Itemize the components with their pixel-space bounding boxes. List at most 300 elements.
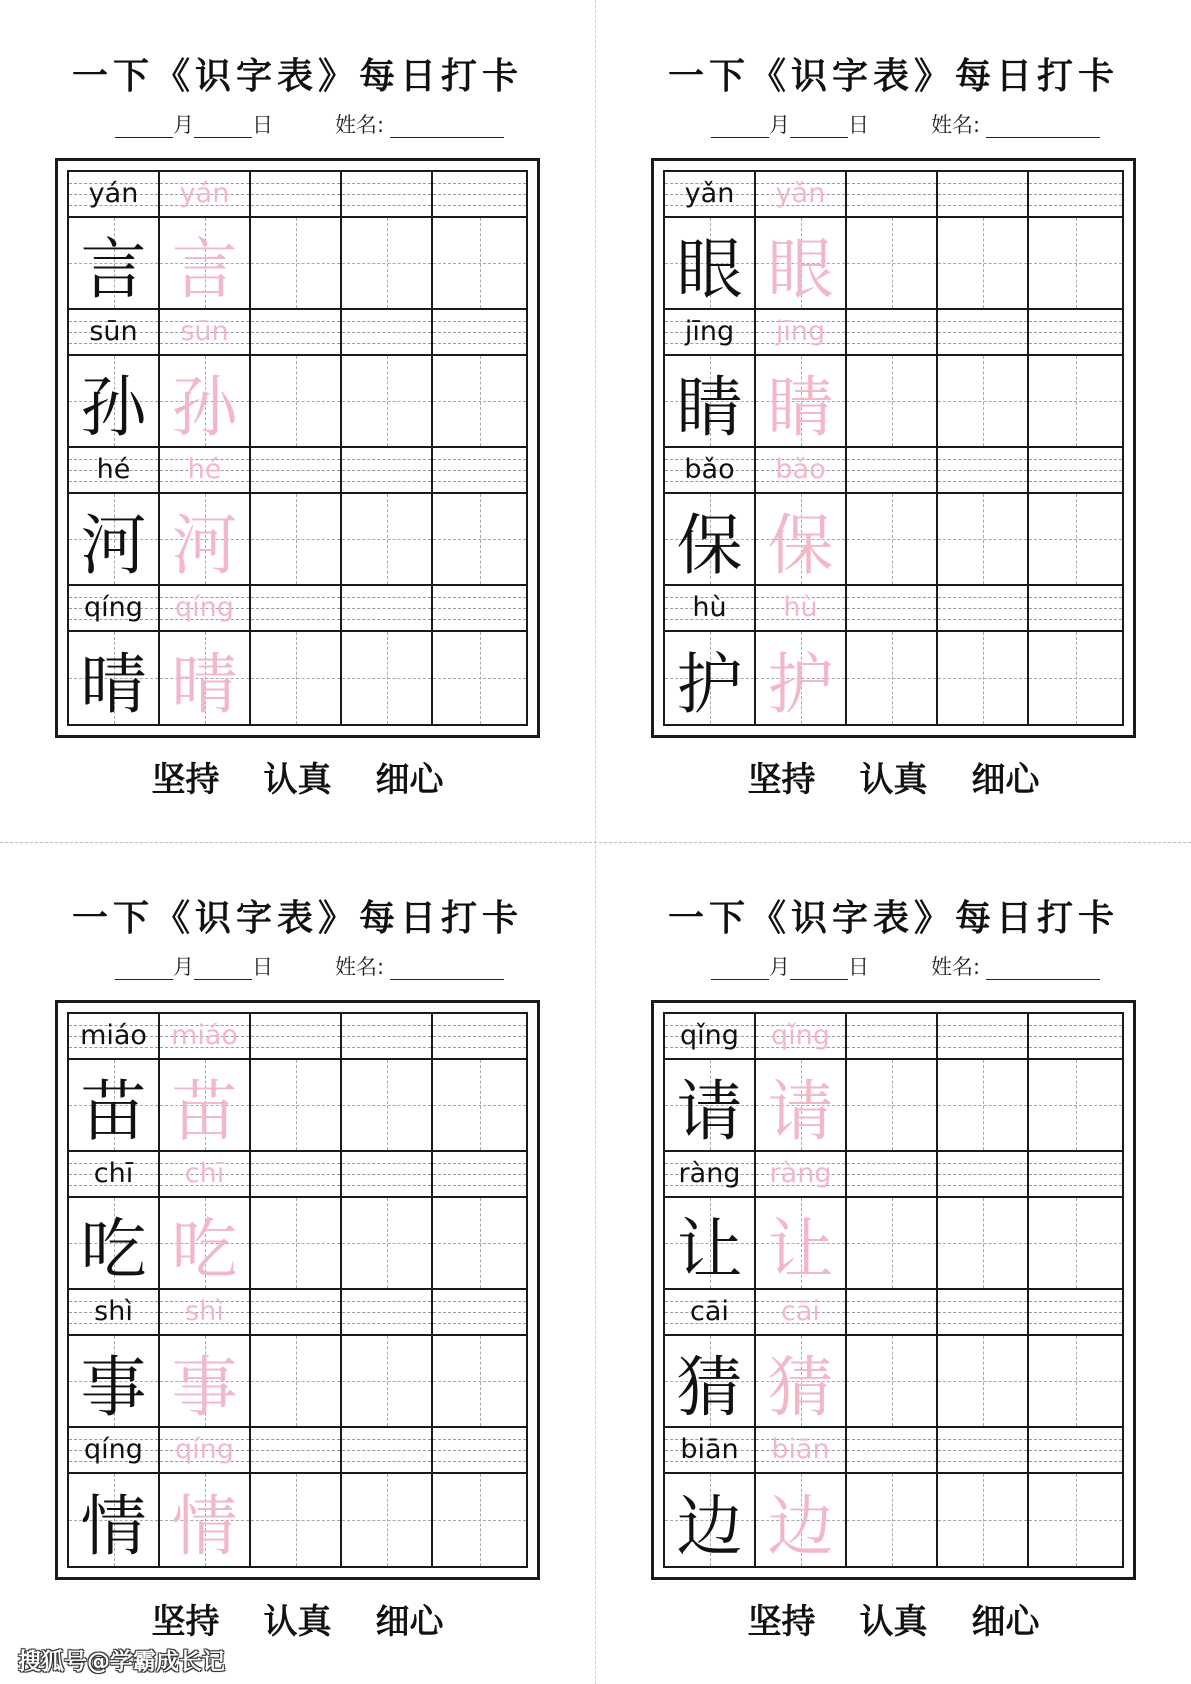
guide-line — [251, 1174, 340, 1175]
guide-line — [938, 1174, 1027, 1175]
practice-card — [596, 0, 1191, 842]
guide-line — [1029, 321, 1122, 322]
guide-line — [387, 1474, 388, 1566]
pinyin-practice-cell[interactable] — [938, 1428, 1029, 1472]
grid-frame — [55, 158, 540, 738]
pinyin-row — [665, 448, 1122, 494]
hanzi-practice-cell[interactable] — [251, 218, 342, 308]
hanzi-practice-cell[interactable] — [433, 356, 526, 446]
hanzi-practice-cell[interactable] — [938, 1336, 1029, 1426]
pinyin-row — [665, 1014, 1122, 1060]
pinyin-practice-cell[interactable] — [342, 586, 433, 630]
hanzi-row — [665, 1060, 1122, 1152]
guide-line — [938, 1036, 1027, 1037]
motto-word: 坚持 — [747, 1602, 816, 1642]
pinyin-trace-text: biān — [771, 1434, 830, 1465]
hanzi-practice-cell[interactable] — [1029, 1198, 1122, 1288]
hanzi-practice-cell[interactable] — [847, 494, 938, 584]
hanzi-practice-cell[interactable] — [1029, 494, 1122, 584]
pinyin-row — [665, 172, 1122, 218]
hanzi-practice-cell[interactable] — [1029, 632, 1122, 724]
pinyin-practice-cell[interactable] — [938, 586, 1029, 630]
guide-line — [433, 608, 526, 609]
hanzi-trace-cell — [160, 1336, 251, 1426]
guide-line — [1076, 494, 1077, 584]
pinyin-practice-cell[interactable] — [938, 172, 1029, 216]
pinyin-practice-cell[interactable] — [847, 1290, 938, 1334]
pinyin-text: miáo — [80, 1020, 147, 1051]
guide-line — [847, 1323, 936, 1324]
guide-line — [1029, 1301, 1122, 1302]
pinyin-practice-cell[interactable] — [433, 586, 526, 630]
guide-line — [387, 1198, 388, 1288]
guide-line — [433, 1047, 526, 1048]
guide-line — [1029, 343, 1122, 344]
month-blank[interactable] — [115, 112, 173, 138]
hanzi-practice-cell[interactable] — [433, 1198, 526, 1288]
guide-line — [1029, 1450, 1122, 1451]
guide-line — [847, 1185, 936, 1186]
pinyin-model-cell — [69, 1428, 160, 1472]
pinyin-trace-text: miáo — [171, 1020, 238, 1051]
pinyin-practice-cell[interactable] — [342, 172, 433, 216]
guide-line — [847, 608, 936, 609]
grid-frame — [651, 158, 1136, 738]
pinyin-trace-text: qíng — [175, 592, 234, 623]
motto-line — [596, 1594, 1191, 1643]
hanzi-model-cell — [69, 1336, 160, 1426]
hanzi-character: 睛 — [676, 368, 743, 446]
month-blank[interactable] — [711, 112, 769, 138]
hanzi-practice-cell[interactable] — [847, 1198, 938, 1288]
pinyin-row — [665, 1428, 1122, 1474]
hanzi-practice-cell[interactable] — [433, 632, 526, 724]
hanzi-character: 苗 — [80, 1072, 147, 1150]
hanzi-character: 吃 — [80, 1210, 147, 1288]
pinyin-practice-cell[interactable] — [342, 448, 433, 492]
pinyin-trace-text: qǐng — [771, 1020, 830, 1051]
pinyin-practice-cell[interactable] — [251, 448, 342, 492]
guide-line — [1029, 1025, 1122, 1026]
pinyin-practice-cell[interactable] — [1029, 1152, 1122, 1196]
guide-line — [296, 218, 297, 308]
month-label: 月 — [769, 955, 790, 979]
motto-word: 细心 — [971, 1602, 1040, 1642]
pinyin-trace-text: yán — [179, 178, 230, 209]
hanzi-character: 眼 — [676, 230, 743, 308]
guide-line — [1029, 619, 1122, 620]
pinyin-practice-cell[interactable] — [251, 1290, 342, 1334]
month-blank[interactable] — [115, 954, 173, 980]
pinyin-row — [69, 172, 526, 218]
guide-line — [251, 1461, 340, 1462]
name-blank[interactable] — [986, 112, 1100, 138]
hanzi-practice-cell[interactable] — [342, 218, 433, 308]
hanzi-model-cell — [665, 632, 756, 724]
pinyin-practice-cell[interactable] — [847, 448, 938, 492]
guide-line — [342, 619, 431, 620]
pinyin-practice-cell[interactable] — [938, 1290, 1029, 1334]
motto-word: 坚持 — [151, 760, 220, 800]
hanzi-row — [665, 632, 1122, 724]
pinyin-text: yǎn — [684, 178, 735, 209]
pinyin-text: qíng — [84, 1434, 143, 1465]
pinyin-trace-cell — [160, 1290, 251, 1334]
hanzi-practice-cell[interactable] — [1029, 1474, 1122, 1566]
guide-line — [342, 1036, 431, 1037]
guide-line — [387, 1336, 388, 1426]
pinyin-practice-cell[interactable] — [251, 310, 342, 354]
pinyin-practice-cell[interactable] — [251, 1152, 342, 1196]
guide-line — [1076, 632, 1077, 724]
guide-line — [342, 321, 431, 322]
hanzi-trace-cell — [160, 1198, 251, 1288]
hanzi-model-cell — [69, 1474, 160, 1566]
pinyin-practice-cell[interactable] — [342, 310, 433, 354]
guide-line — [251, 1301, 340, 1302]
hanzi-practice-cell[interactable] — [938, 632, 1029, 724]
hanzi-practice-cell[interactable] — [938, 218, 1029, 308]
hanzi-trace-cell — [756, 632, 847, 724]
guide-line — [342, 1163, 431, 1164]
guide-line — [433, 470, 526, 471]
pinyin-trace-text: ràng — [769, 1158, 832, 1189]
pinyin-practice-cell[interactable] — [1029, 1428, 1122, 1472]
pinyin-row — [69, 1014, 526, 1060]
guide-line — [251, 1036, 340, 1037]
guide-line — [342, 1312, 431, 1313]
guide-line — [387, 632, 388, 724]
hanzi-model-cell — [69, 1198, 160, 1288]
hanzi-row — [69, 1198, 526, 1290]
hanzi-practice-cell[interactable] — [251, 1336, 342, 1426]
pinyin-trace-cell — [756, 1014, 847, 1058]
pinyin-model-cell — [665, 1152, 756, 1196]
hanzi-trace-cell — [756, 356, 847, 446]
day-label: 日 — [848, 113, 869, 137]
guide-line — [983, 494, 984, 584]
pinyin-practice-cell[interactable] — [938, 448, 1029, 492]
hanzi-trace-cell — [756, 494, 847, 584]
guide-line — [342, 608, 431, 609]
hanzi-trace-cell — [160, 356, 251, 446]
hanzi-trace-character: 睛 — [767, 368, 834, 446]
guide-line — [983, 356, 984, 446]
pinyin-practice-cell[interactable] — [847, 172, 938, 216]
pinyin-practice-cell[interactable] — [938, 1014, 1029, 1058]
hanzi-row — [665, 1336, 1122, 1428]
guide-line — [251, 205, 340, 206]
pinyin-model-cell — [69, 172, 160, 216]
pinyin-practice-cell[interactable] — [251, 1428, 342, 1472]
hanzi-row — [69, 494, 526, 586]
pinyin-model-cell — [69, 1014, 160, 1058]
hanzi-model-cell — [69, 356, 160, 446]
practice-card — [596, 842, 1191, 1684]
guide-line — [387, 1060, 388, 1150]
guide-line — [296, 1474, 297, 1566]
pinyin-practice-cell[interactable] — [1029, 310, 1122, 354]
month-blank[interactable] — [711, 954, 769, 980]
guide-line — [433, 1301, 526, 1302]
pinyin-practice-cell[interactable] — [433, 1428, 526, 1472]
pinyin-practice-cell[interactable] — [342, 1428, 433, 1472]
hanzi-trace-character: 护 — [767, 645, 834, 723]
guide-line — [847, 459, 936, 460]
pinyin-practice-cell[interactable] — [847, 310, 938, 354]
pinyin-practice-cell[interactable] — [251, 172, 342, 216]
pinyin-practice-cell[interactable] — [342, 1014, 433, 1058]
hanzi-practice-cell[interactable] — [433, 1336, 526, 1426]
hanzi-row — [69, 1474, 526, 1566]
hanzi-practice-cell[interactable] — [251, 1060, 342, 1150]
hanzi-practice-cell[interactable] — [342, 1336, 433, 1426]
guide-line — [342, 343, 431, 344]
pinyin-model-cell — [665, 172, 756, 216]
day-label: 日 — [848, 955, 869, 979]
hanzi-model-cell — [665, 1474, 756, 1566]
hanzi-practice-cell[interactable] — [342, 1474, 433, 1566]
hanzi-practice-cell[interactable] — [1029, 1060, 1122, 1150]
hanzi-practice-cell[interactable] — [1029, 218, 1122, 308]
guide-line — [1029, 183, 1122, 184]
day-blank[interactable] — [194, 954, 252, 980]
month-label: 月 — [173, 113, 194, 137]
hanzi-trace-character: 情 — [171, 1487, 238, 1565]
hanzi-practice-cell[interactable] — [342, 356, 433, 446]
guide-line — [433, 1439, 526, 1440]
hanzi-practice-cell[interactable] — [342, 632, 433, 724]
hanzi-practice-cell[interactable] — [1029, 356, 1122, 446]
hanzi-practice-cell[interactable] — [938, 494, 1029, 584]
pinyin-trace-text: hù — [783, 592, 818, 623]
hanzi-practice-cell[interactable] — [938, 356, 1029, 446]
hanzi-practice-cell[interactable] — [847, 1474, 938, 1566]
hanzi-character: 请 — [676, 1072, 743, 1150]
hanzi-trace-character: 猜 — [767, 1348, 834, 1426]
guide-line — [1029, 608, 1122, 609]
guide-line — [342, 332, 431, 333]
hanzi-practice-cell[interactable] — [342, 1060, 433, 1150]
guide-line — [433, 205, 526, 206]
guide-line — [847, 321, 936, 322]
guide-line — [1029, 1036, 1122, 1037]
pinyin-trace-cell — [756, 586, 847, 630]
guide-line — [480, 1336, 481, 1426]
guide-line — [938, 321, 1027, 322]
pinyin-practice-cell[interactable] — [847, 586, 938, 630]
pinyin-text: biān — [680, 1434, 739, 1465]
guide-line — [938, 1450, 1027, 1451]
hanzi-practice-cell[interactable] — [938, 1474, 1029, 1566]
guide-line — [251, 194, 340, 195]
pinyin-text: qǐng — [680, 1020, 739, 1051]
guide-line — [847, 183, 936, 184]
name-blank[interactable] — [986, 954, 1100, 980]
guide-line — [983, 1060, 984, 1150]
day-blank[interactable] — [790, 954, 848, 980]
pinyin-practice-cell[interactable] — [342, 1290, 433, 1334]
pinyin-trace-cell — [160, 1014, 251, 1058]
guide-line — [251, 321, 340, 322]
pinyin-model-cell — [665, 448, 756, 492]
guide-line — [938, 194, 1027, 195]
pinyin-practice-cell[interactable] — [938, 310, 1029, 354]
hanzi-row — [69, 632, 526, 724]
pinyin-trace-cell — [756, 310, 847, 354]
guide-line — [342, 597, 431, 598]
pinyin-practice-cell[interactable] — [1029, 1290, 1122, 1334]
guide-line — [847, 205, 936, 206]
pinyin-practice-cell[interactable] — [1029, 448, 1122, 492]
hanzi-model-cell — [665, 494, 756, 584]
guide-line — [433, 459, 526, 460]
guide-line — [1076, 1474, 1077, 1566]
guide-line — [342, 470, 431, 471]
guide-line — [847, 332, 936, 333]
hanzi-trace-cell — [160, 632, 251, 724]
guide-line — [387, 494, 388, 584]
name-label: 姓名: — [335, 955, 385, 979]
hanzi-practice-cell[interactable] — [938, 1198, 1029, 1288]
pinyin-practice-cell[interactable] — [433, 1152, 526, 1196]
pinyin-trace-cell — [756, 1428, 847, 1472]
pinyin-text: cāi — [690, 1296, 729, 1327]
hanzi-practice-cell[interactable] — [433, 1060, 526, 1150]
hanzi-trace-character: 言 — [171, 230, 238, 308]
hanzi-practice-cell[interactable] — [433, 494, 526, 584]
date-name-line — [115, 108, 504, 138]
hanzi-practice-cell[interactable] — [847, 218, 938, 308]
hanzi-trace-character: 吃 — [171, 1210, 238, 1288]
name-label: 姓名: — [931, 113, 981, 137]
hanzi-practice-cell[interactable] — [433, 1474, 526, 1566]
hanzi-practice-cell[interactable] — [342, 1198, 433, 1288]
pinyin-practice-cell[interactable] — [433, 310, 526, 354]
date-name-line — [115, 950, 504, 980]
guide-line — [1076, 218, 1077, 308]
pinyin-practice-cell[interactable] — [1029, 172, 1122, 216]
pinyin-practice-cell[interactable] — [847, 1152, 938, 1196]
guide-line — [847, 1461, 936, 1462]
practice-card — [0, 842, 595, 1684]
month-label: 月 — [769, 113, 790, 137]
pinyin-model-cell — [665, 586, 756, 630]
hanzi-practice-cell[interactable] — [847, 356, 938, 446]
pinyin-model-cell — [665, 1428, 756, 1472]
guide-line — [847, 1439, 936, 1440]
motto-word: 认真 — [263, 760, 332, 800]
guide-line — [1076, 1060, 1077, 1150]
pinyin-practice-cell[interactable] — [433, 448, 526, 492]
hanzi-practice-cell[interactable] — [1029, 1336, 1122, 1426]
hanzi-practice-cell[interactable] — [433, 218, 526, 308]
hanzi-practice-cell[interactable] — [251, 356, 342, 446]
guide-line — [847, 1174, 936, 1175]
guide-line — [433, 1036, 526, 1037]
hanzi-practice-cell[interactable] — [251, 494, 342, 584]
pinyin-row — [665, 310, 1122, 356]
hanzi-row — [69, 1060, 526, 1152]
guide-line — [296, 1198, 297, 1288]
guide-line — [296, 1336, 297, 1426]
guide-line — [892, 1198, 893, 1288]
hanzi-practice-cell[interactable] — [251, 1474, 342, 1566]
hanzi-trace-character: 让 — [767, 1210, 834, 1288]
guide-line — [251, 481, 340, 482]
pinyin-trace-text: jīng — [775, 316, 826, 347]
card-title: 一下《识字表》每日打卡 — [71, 55, 523, 97]
hanzi-practice-cell[interactable] — [847, 1336, 938, 1426]
pinyin-row — [69, 586, 526, 632]
name-blank[interactable] — [390, 954, 504, 980]
hanzi-practice-cell[interactable] — [938, 1060, 1029, 1150]
hanzi-trace-character: 边 — [767, 1487, 834, 1565]
pinyin-model-cell — [69, 1290, 160, 1334]
guide-line — [983, 1198, 984, 1288]
pinyin-row — [69, 448, 526, 494]
pinyin-practice-cell[interactable] — [251, 1014, 342, 1058]
hanzi-practice-cell[interactable] — [847, 1060, 938, 1150]
guide-line — [342, 1174, 431, 1175]
guide-line — [342, 1185, 431, 1186]
hanzi-trace-character: 眼 — [767, 230, 834, 308]
hanzi-row — [665, 494, 1122, 586]
hanzi-row — [665, 218, 1122, 310]
name-blank[interactable] — [390, 112, 504, 138]
pinyin-practice-cell[interactable] — [1029, 1014, 1122, 1058]
guide-line — [433, 1312, 526, 1313]
pinyin-practice-cell[interactable] — [847, 1014, 938, 1058]
hanzi-row — [69, 1336, 526, 1428]
hanzi-trace-cell — [756, 1336, 847, 1426]
pinyin-practice-cell[interactable] — [433, 1290, 526, 1334]
hanzi-trace-character: 事 — [171, 1348, 238, 1426]
pinyin-practice-cell[interactable] — [433, 1014, 526, 1058]
pinyin-practice-cell[interactable] — [251, 586, 342, 630]
guide-line — [251, 183, 340, 184]
hanzi-practice-cell[interactable] — [251, 1198, 342, 1288]
guide-line — [342, 1301, 431, 1302]
pinyin-practice-cell[interactable] — [433, 172, 526, 216]
day-blank[interactable] — [790, 112, 848, 138]
guide-line — [938, 459, 1027, 460]
hanzi-practice-cell[interactable] — [251, 632, 342, 724]
guide-line — [480, 1060, 481, 1150]
pinyin-model-cell — [69, 1152, 160, 1196]
guide-line — [1029, 597, 1122, 598]
hanzi-practice-cell[interactable] — [342, 494, 433, 584]
pinyin-practice-cell[interactable] — [342, 1152, 433, 1196]
motto-line — [596, 752, 1191, 801]
hanzi-model-cell — [69, 218, 160, 308]
pinyin-practice-cell[interactable] — [847, 1428, 938, 1472]
motto-word: 认真 — [859, 760, 928, 800]
pinyin-text: bǎo — [684, 454, 735, 485]
hanzi-trace-cell — [160, 1474, 251, 1566]
pinyin-practice-cell[interactable] — [1029, 586, 1122, 630]
day-blank[interactable] — [194, 112, 252, 138]
card-title: 一下《识字表》每日打卡 — [667, 55, 1119, 97]
guide-line — [1076, 1336, 1077, 1426]
guide-line — [251, 1439, 340, 1440]
pinyin-text: jīng — [684, 316, 735, 347]
hanzi-model-cell — [69, 1060, 160, 1150]
guide-line — [251, 1025, 340, 1026]
pinyin-practice-cell[interactable] — [938, 1152, 1029, 1196]
hanzi-practice-cell[interactable] — [847, 632, 938, 724]
guide-line — [938, 1025, 1027, 1026]
